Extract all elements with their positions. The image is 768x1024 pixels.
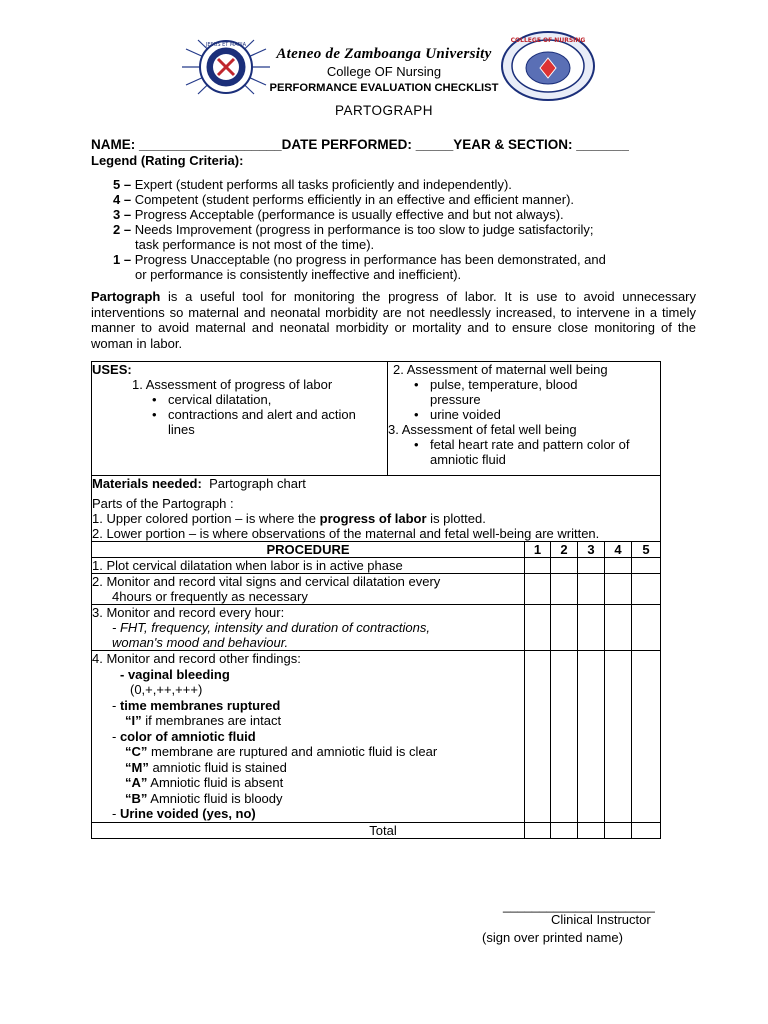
time-membranes-label: time membranes ruptured: [119, 697, 281, 713]
uses-item-1-list: [92, 392, 387, 437]
clinical-instructor-label: Clinical Instructor: [551, 912, 651, 927]
legend-num: 2 –: [113, 222, 132, 237]
total-cell[interactable]: [605, 822, 632, 838]
list-item: • cervical dilatation,: [148, 392, 387, 407]
total-label: Total: [92, 822, 525, 838]
document-title: PARTOGRAPH: [334, 103, 434, 118]
code-b: “B”: [125, 790, 148, 806]
dash: -: [112, 806, 120, 821]
score-header-2: 2: [551, 542, 578, 558]
part-1-text-end: is plotted.: [426, 511, 486, 526]
part-1-text: 1. Upper colored portion – is where the: [92, 511, 320, 526]
code-m-row: [92, 760, 524, 776]
score-cell[interactable]: [605, 651, 632, 823]
part-1: [92, 511, 660, 526]
code-i: “I”: [125, 713, 142, 728]
amniotic-fluid-label: color of amniotic fluid: [119, 728, 256, 744]
college-name: College OF Nursing: [326, 64, 442, 79]
score-header-4: 4: [605, 542, 632, 558]
materials-label: Materials needed:: [92, 476, 202, 491]
checklist-title: PERFORMANCE EVALUATION CHECKLIST: [269, 82, 499, 94]
uses-item-2: 2. Assessment of maternal well being: [393, 362, 608, 377]
score-cell[interactable]: [632, 574, 661, 605]
total-cell[interactable]: [578, 822, 605, 838]
step-3-line-1: 3. Monitor and record every hour:: [92, 605, 285, 620]
score-cell[interactable]: [632, 558, 661, 574]
uses-item-1: 1. Assessment of progress of labor: [132, 377, 333, 392]
score-cell[interactable]: [605, 558, 632, 574]
legend-text: Expert (student performs all tasks proficiently and independently).: [131, 177, 512, 192]
legend-text: Progress Acceptable (performance is usually effective and but not always).: [131, 207, 564, 222]
list-item: • urine voided: [410, 407, 660, 422]
legend-text-cont: task performance is not most of the time).: [135, 237, 375, 252]
part-1-bold: progress of labor: [319, 511, 427, 526]
membranes-intact-row: [92, 713, 524, 729]
uses-item-3: 3. Assessment of fetal well being: [388, 422, 577, 437]
step-4-line: 4. Monitor and record other findings:: [92, 651, 301, 666]
uses-right-cell: [388, 362, 661, 476]
legend-num: 3 –: [113, 207, 132, 222]
date-blank: _____: [415, 137, 454, 152]
legend-num: 5 –: [113, 177, 132, 192]
part-2: 2. Lower portion – is where observations of the maternal and fetal well-being are written.: [92, 526, 600, 541]
code-a: “A”: [125, 775, 148, 790]
step-2-line-1: 2. Monitor and record vital signs and cervical dilatation every: [92, 574, 441, 589]
code-m-text: amniotic fluid is stained: [148, 759, 287, 775]
step-3-line-2: - FHT, frequency, intensity and duration of contractions,: [112, 620, 430, 635]
total-cell[interactable]: [551, 822, 578, 838]
intro-text: is a useful tool for monitoring the progress of labor. It is use to avoid unnecessary interventions so maternal and neonatal morbidity are not needlessly increased, to intervene in a timely manner to avoid maternal and neonatal morbidity or mortality and to ensure close monitoring of the woman in labor.: [91, 289, 696, 351]
dash: -: [112, 697, 120, 713]
score-cell[interactable]: [605, 605, 632, 651]
date-label: DATE PERFORMED:: [281, 137, 412, 152]
procedure-header: PROCEDURE: [92, 542, 525, 558]
score-header-5: 5: [632, 542, 661, 558]
intro-term: Partograph: [91, 289, 161, 304]
total-cell[interactable]: [525, 822, 551, 838]
score-cell[interactable]: [578, 558, 605, 574]
procedure-step-2: [92, 574, 525, 605]
procedure-step-1: 1. Plot cervical dilatation when labor is in active phase: [92, 558, 525, 574]
list-item: • fetal heart rate and pattern color of amniotic fluid: [410, 437, 660, 467]
score-cell[interactable]: [551, 574, 578, 605]
urine-voided-label: Urine voided (yes, no): [119, 806, 256, 821]
checklist-table: [91, 361, 661, 839]
score-cell[interactable]: [578, 651, 605, 823]
score-cell[interactable]: [605, 574, 632, 605]
year-section-label: YEAR & SECTION:: [453, 137, 573, 152]
legend-item-4: [113, 192, 574, 207]
name-label: NAME:: [91, 137, 136, 152]
amniotic-fluid-row: [92, 729, 524, 745]
legend-num: 4 –: [113, 192, 132, 207]
signature-line: _____________________: [503, 898, 655, 913]
list-item: • pulse, temperature, blood pressure: [410, 377, 610, 407]
materials-cell: [92, 476, 661, 542]
score-cell[interactable]: [578, 574, 605, 605]
student-info-row: [91, 137, 629, 152]
sign-over-printed-name: (sign over printed name): [482, 930, 623, 945]
code-i-text: if membranes are intact: [141, 713, 282, 728]
legend-text-cont: or performance is consistently ineffective and inefficient).: [135, 267, 462, 282]
score-cell[interactable]: [551, 558, 578, 574]
uses-title: USES:: [92, 362, 132, 377]
university-name: Ateneo de Zamboanga University: [276, 46, 492, 62]
score-cell[interactable]: [525, 605, 551, 651]
code-c: “C”: [125, 744, 148, 759]
code-a-row: [92, 775, 524, 791]
list-item: • contractions and alert and action lines: [148, 407, 358, 437]
urine-voided-row: [92, 806, 524, 822]
legend-text: Progress Unacceptable (no progress in performance has been demonstrated, and: [131, 252, 606, 267]
name-blank: ___________________: [139, 137, 282, 152]
vaginal-bleeding-label: - vaginal bleeding: [120, 666, 230, 682]
code-b-text: Amniotic fluid is bloody: [147, 790, 283, 806]
legend-item-5: [113, 177, 512, 192]
uses-left-cell: [92, 362, 388, 476]
score-cell[interactable]: [578, 605, 605, 651]
code-c-text: membrane are ruptured and amniotic fluid is clear: [147, 744, 438, 759]
total-cell[interactable]: [632, 822, 661, 838]
score-cell[interactable]: [525, 651, 551, 823]
procedure-step-4: [92, 651, 525, 823]
score-cell[interactable]: [632, 651, 661, 823]
uses-item-2-list: [388, 377, 660, 422]
score-cell[interactable]: [632, 605, 661, 651]
year-section-blank: _______: [576, 137, 629, 152]
svg-text:JESUS ET MARIA: JESUS ET MARIA: [205, 42, 247, 48]
score-cell[interactable]: [525, 558, 551, 574]
svg-text:COLLEGE OF NURSING: COLLEGE OF NURSING: [510, 37, 586, 44]
legend-text: Needs Improvement (progress in performance is too slow to judge satisfactorily;: [131, 222, 594, 237]
score-header-3: 3: [578, 542, 605, 558]
code-a-text: Amniotic fluid is absent: [147, 775, 284, 790]
dash: -: [112, 728, 120, 744]
legend-item-2: [113, 222, 594, 252]
score-header-1: 1: [525, 542, 551, 558]
score-cell[interactable]: [551, 605, 578, 651]
legend-text: Competent (student performs efficiently in an effective and efficient manner).: [131, 192, 575, 207]
code-c-row: [92, 744, 524, 760]
parts-title: Parts of the Partograph :: [92, 496, 234, 511]
score-cell[interactable]: [551, 651, 578, 823]
code-m: “M”: [125, 759, 149, 775]
legend-num: 1 –: [113, 252, 132, 267]
materials-row: [92, 476, 660, 491]
intro-paragraph: [91, 289, 696, 351]
code-b-row: [92, 791, 524, 807]
time-membranes-row: [92, 698, 524, 714]
materials-value: Partograph chart: [209, 476, 306, 491]
legend-title: Legend (Rating Criteria):: [91, 153, 244, 168]
procedure-step-3: [92, 605, 525, 651]
step-2-line-2: 4hours or frequently as necessary: [112, 589, 308, 604]
step-3-line-3: woman's mood and behaviour.: [112, 635, 289, 650]
vaginal-bleeding-values: (0,+,++,+++): [130, 682, 203, 697]
legend-item-3: [113, 207, 564, 222]
uses-item-3-list: [388, 437, 660, 467]
score-cell[interactable]: [525, 574, 551, 605]
legend-item-1: [113, 252, 606, 282]
